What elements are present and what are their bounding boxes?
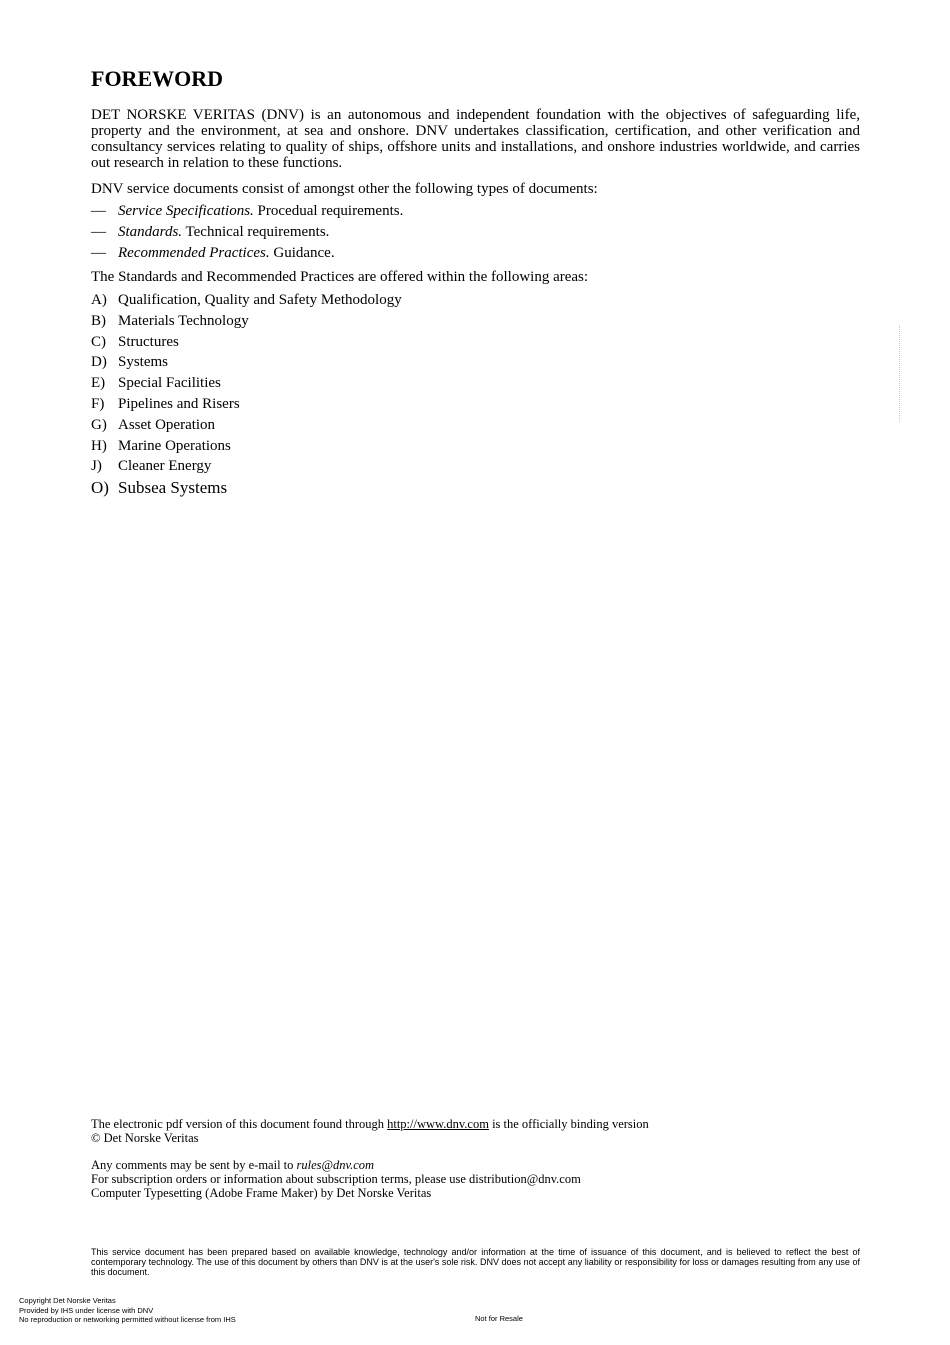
list-item (91, 456, 402, 477)
subscription-line: For subscription orders or information about subscription terms, please use distribution@dnv.com (91, 1172, 581, 1186)
area-code: O) (91, 478, 109, 498)
area-label: Marine Operations (118, 437, 231, 454)
dnv-website-link[interactable]: http://www.dnv.com (387, 1117, 489, 1131)
not-for-resale-label: Not for Resale (475, 1314, 523, 1323)
copyright-line: © Det Norske Veritas (91, 1131, 199, 1145)
area-label: Systems (118, 354, 169, 371)
typesetting-line: Computer Typesetting (Adobe Frame Maker) by Det Norske Veritas (91, 1186, 432, 1200)
footer-line: Provided by IHS under license with DNV (19, 1305, 154, 1315)
license-footer (19, 1296, 236, 1325)
doc-types-intro: DNV service documents consist of amongst other the following types of documents: (91, 181, 598, 197)
areas-list (91, 290, 402, 498)
footer-line: Copyright Det Norske Veritas (19, 1296, 116, 1305)
list-item (91, 243, 403, 264)
margin-mark (899, 325, 906, 422)
area-code: H) (91, 437, 107, 454)
list-item (91, 222, 403, 243)
areas-intro: The Standards and Recommended Practices are offered within the following areas: (91, 269, 589, 285)
list-item (91, 394, 402, 415)
area-code: J) (91, 458, 102, 475)
doc-type-term: Service Specifications. (118, 203, 254, 219)
comments-text: Any comments may be sent by e-mail to (91, 1158, 297, 1172)
pdf-version-note (91, 1117, 649, 1131)
area-label: Special Facilities (118, 375, 221, 392)
area-label: Subsea Systems (118, 478, 228, 498)
area-label: Cleaner Energy (118, 458, 212, 475)
list-item (91, 332, 402, 353)
area-code: D) (91, 354, 107, 371)
pdf-note-text: The electronic pdf version of this document found through (91, 1117, 388, 1131)
doc-type-term: Standards. (118, 223, 183, 240)
list-item (91, 290, 402, 311)
dash-bullet: — (91, 223, 106, 240)
disclaimer: This service document has been prepared based on available knowledge, technology and/or information at the time of issuance of this document, and is believed to reflect the best of contemporary technology. The use of this document by others than DNV is at the user's sole risk. DNV does not accept any liability or responsibility for loss or damages resulting from any use of this document. (91, 1247, 860, 1277)
area-code: F) (91, 395, 105, 412)
area-code: C) (91, 333, 106, 350)
intro-paragraph: DET NORSKE VERITAS (DNV) is an autonomous and independent foundation with the objectives of safeguarding life, property and the environment, at sea and onshore. DNV undertakes classification, certification, and other verification and consultancy services relating to quality of ships, offshore units and installations, and onshore industries worldwide, and carries out research in relation to these functions. (91, 107, 860, 171)
area-code: G) (91, 416, 107, 433)
area-label: Pipelines and Risers (118, 395, 240, 412)
doc-type-desc: Technical requirements. (185, 223, 330, 240)
area-code: E) (91, 375, 106, 392)
area-label: Qualification, Quality and Safety Methodology (118, 292, 402, 308)
doc-types-list (91, 201, 403, 263)
area-code: B) (91, 312, 106, 329)
dash-bullet: — (91, 244, 106, 261)
area-label: Asset Operation (118, 416, 216, 433)
doc-type-desc: Guidance. (273, 244, 335, 261)
comments-line (91, 1158, 649, 1172)
list-item (91, 201, 403, 222)
list-item (91, 311, 402, 332)
document-meta (91, 1117, 649, 1200)
list-item (91, 373, 402, 394)
area-label: Structures (118, 333, 179, 350)
page-title: FOREWORD (91, 66, 223, 91)
doc-type-desc: Procedual requirements. (257, 203, 404, 219)
area-label: Materials Technology (118, 312, 249, 329)
pdf-note-text-end: is the officially binding version (488, 1117, 649, 1131)
list-item (91, 436, 402, 457)
list-item (91, 415, 402, 436)
area-code: A) (91, 292, 107, 308)
doc-type-term: Recommended Practices. (118, 244, 270, 261)
dash-bullet: — (91, 203, 106, 219)
list-item (91, 477, 402, 498)
list-item (91, 352, 402, 373)
footer-line: No reproduction or networking permitted without license from IHS (19, 1315, 236, 1324)
spacer (91, 1145, 649, 1158)
comments-email-link[interactable]: rules@dnv.com (296, 1158, 375, 1172)
